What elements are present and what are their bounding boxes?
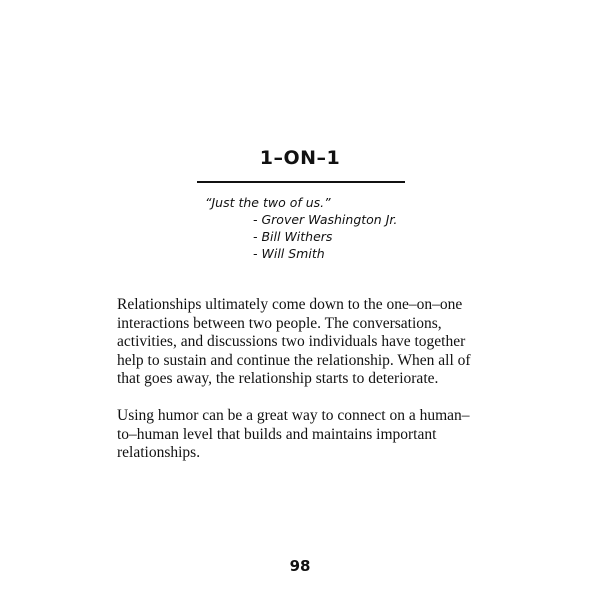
- epigraph-attribution: - Bill Withers: [253, 229, 333, 244]
- epigraph-attribution: - Grover Washington Jr.: [253, 212, 398, 227]
- page-number: 98: [289, 557, 311, 575]
- epigraph-quote: “Just the two of us.”: [205, 195, 331, 210]
- chapter-title: 1–ON–1: [259, 147, 341, 169]
- body-paragraph: Relationships ultimately come down to the one–on–one interactions between two people. The conversations, activities, and discussions two individuals have together help to sustain and continue the relationship. When all of that goes away, the relationship starts to deteriorate.: [117, 296, 471, 387]
- body-paragraph: Using humor can be a great way to connect on a human–to–human level that builds and maintains important relationships.: [117, 407, 470, 461]
- epigraph: [205, 194, 397, 262]
- body-text: [117, 296, 487, 481]
- epigraph-attribution: - Will Smith: [253, 246, 325, 261]
- title-divider: [197, 181, 405, 183]
